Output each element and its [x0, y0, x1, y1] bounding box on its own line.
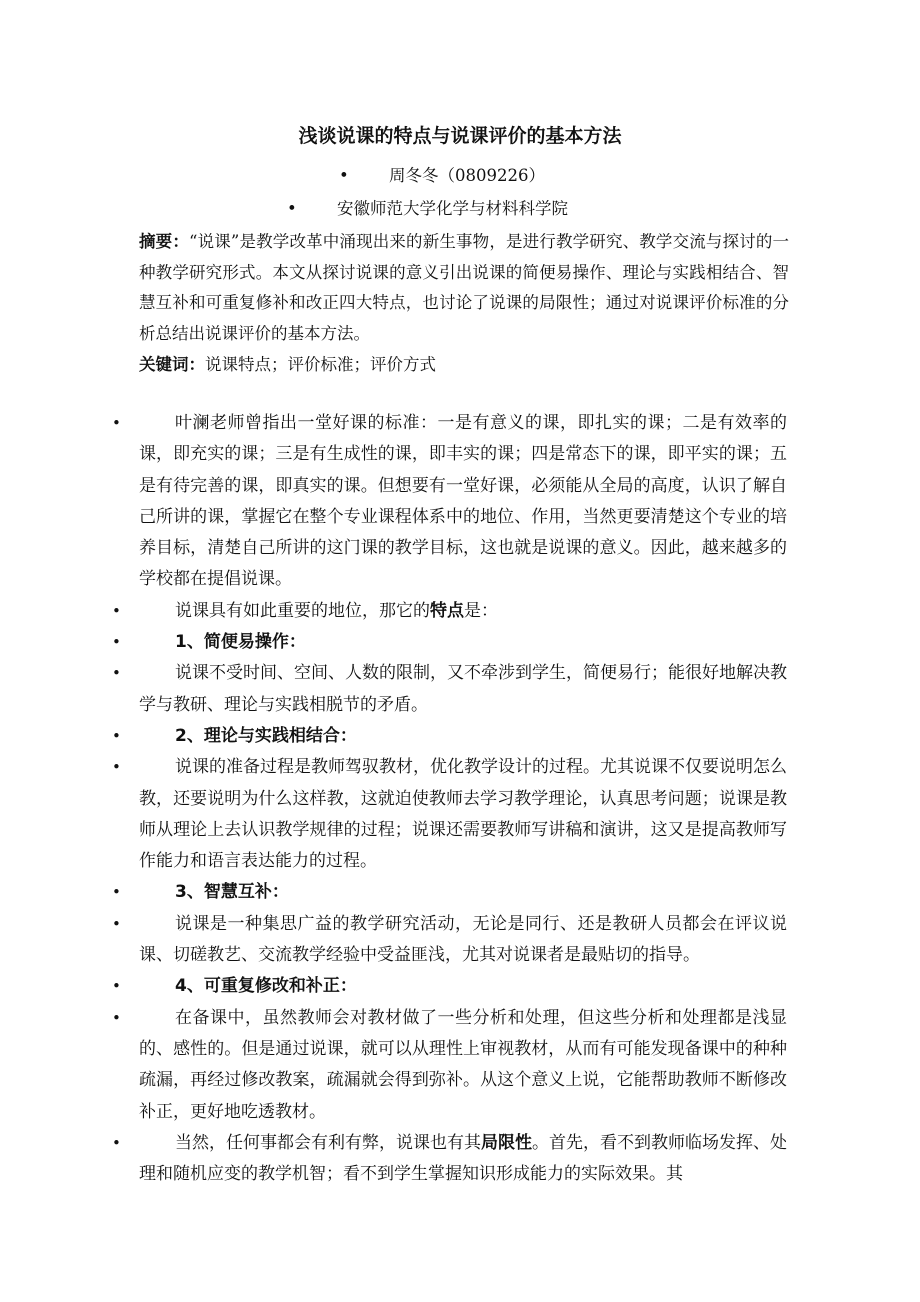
paragraph-text [139, 596, 787, 627]
text-run: 。首先，看不到教师临场发挥、处理和随机应变的教学机智；看不到学生掌握知识形成能力的实际效果。其 [139, 1132, 787, 1185]
bullet-icon: • [112, 977, 121, 996]
list-item [112, 627, 787, 658]
paragraph-text: 说课的准备过程是教师驾驭教材，优化教学设计的过程。尤其说课不仅要说明怎么教，还要说明为什么这样教，这就迫使教师去学习教学理论，认真思考问题；说课是教师从理论上去认识教学规律的过程；说课还需要教师写讲稿和演讲，这又是提高教师写作能力和语言表达能力的过程。 [139, 757, 787, 872]
bullet-icon: • [112, 758, 121, 777]
paragraph-text: 说课不受时间、空间、人数的限制，又不牵涉到学生，简便易行；能很好地解决教学与教研、理论与实践相脱节的矛盾。 [139, 663, 787, 715]
emphasis-text: 特点 [430, 600, 464, 621]
paragraph-text: 在备课中，虽然教师会对教材做了一些分析和处理，但这些分析和处理都是浅显的、感性的。但是通过说课，就可以从理性上审视教材，从而有可能发现备课中的种种疏漏，再经过修改教案，疏漏就会得到弥补。从这个意义上说，它能帮助教师不断修改补正，更好地吃透教材。 [139, 1007, 787, 1122]
list-item [112, 971, 787, 1002]
section-heading: 4、可重复修改和补正： [175, 976, 357, 997]
abstract-text: “说课”是教学改革中涌现出来的新生事物，是进行教学研究、教学交流与探讨的一种教学研究形式。本文从探讨说课的意义引出说课的简便易操作、理论与实践相结合、智慧互补和可重复修补和改正四大特点，也讨论了说课的局限性；通过对说课评价标准的分析总结出说课评价的基本方法。 [139, 232, 790, 343]
bullet-icon: • [112, 664, 121, 683]
bullet-icon: • [112, 726, 121, 745]
abstract [139, 227, 789, 349]
body-list [0, 408, 920, 1190]
bullet-icon: • [112, 914, 121, 933]
paragraph-text: 叶澜老师曾指出一堂好课的标准：一是有意义的课，即扎实的课；二是有效率的课，即充实的课；三是有生成性的课，即丰实的课；四是常态下的课，即平实的课；五是有待完善的课，即真实的课。但想要有一堂好课，必须能从全局的高度，认识了解自己所讲的课，掌握它在整个专业课程体系中的地位、作用，当然更要清楚这个专业的培养目标，清楚自己所讲的这门课的教学目标，这也就是说课的意义。因此，越来越多的学校都在提倡说课。 [139, 413, 787, 590]
bullet-icon: • [112, 1133, 121, 1152]
keywords-text: 说课特点；评价标准；评价方式 [205, 355, 436, 374]
list-item [112, 1128, 787, 1191]
text-run: 当然，任何事都会有利有弊，说课也有其 [175, 1132, 481, 1153]
list-item [112, 596, 787, 627]
list-item [112, 408, 787, 596]
affiliation: 安徽师范大学化学与材料科学院 [337, 199, 568, 218]
emphasis-text: 局限性 [481, 1132, 532, 1153]
section-heading: 3、智慧互补： [175, 882, 289, 903]
text-run: 说课具有如此重要的地位，那它的 [175, 600, 430, 621]
affiliation-line [287, 196, 568, 222]
author-name: 周冬冬（0809226） [389, 166, 545, 185]
abstract-label: 摘要： [139, 232, 189, 251]
paragraph-text [139, 1128, 787, 1191]
text-run: 是： [464, 600, 498, 621]
document-title: 浅谈说课的特点与说课评价的基本方法 [298, 125, 622, 147]
bullet-icon: • [112, 1008, 121, 1027]
author-line [339, 163, 545, 189]
list-item [112, 658, 787, 721]
keywords-label: 关键词： [139, 355, 205, 374]
bullet-icon: • [112, 633, 121, 652]
bullet-icon: • [112, 883, 121, 902]
list-item [112, 752, 787, 877]
list-item [112, 1003, 787, 1128]
keywords [139, 350, 789, 381]
bullet-icon: • [112, 414, 121, 432]
list-item [112, 721, 787, 752]
paragraph-text: 说课是一种集思广益的教学研究活动，无论是同行、还是教研人员都会在评议说课、切磋教艺、交流教学经验中受益匪浅，尤其对说课者是最贴切的指导。 [139, 913, 787, 966]
bullet-icon: • [112, 601, 121, 620]
list-item [112, 877, 787, 908]
bullet-icon: • [287, 199, 297, 218]
section-heading: 1、简便易操作： [175, 632, 306, 653]
section-heading: 2、理论与实践相结合： [175, 725, 357, 746]
list-item [112, 909, 787, 972]
bullet-icon: • [339, 166, 349, 185]
